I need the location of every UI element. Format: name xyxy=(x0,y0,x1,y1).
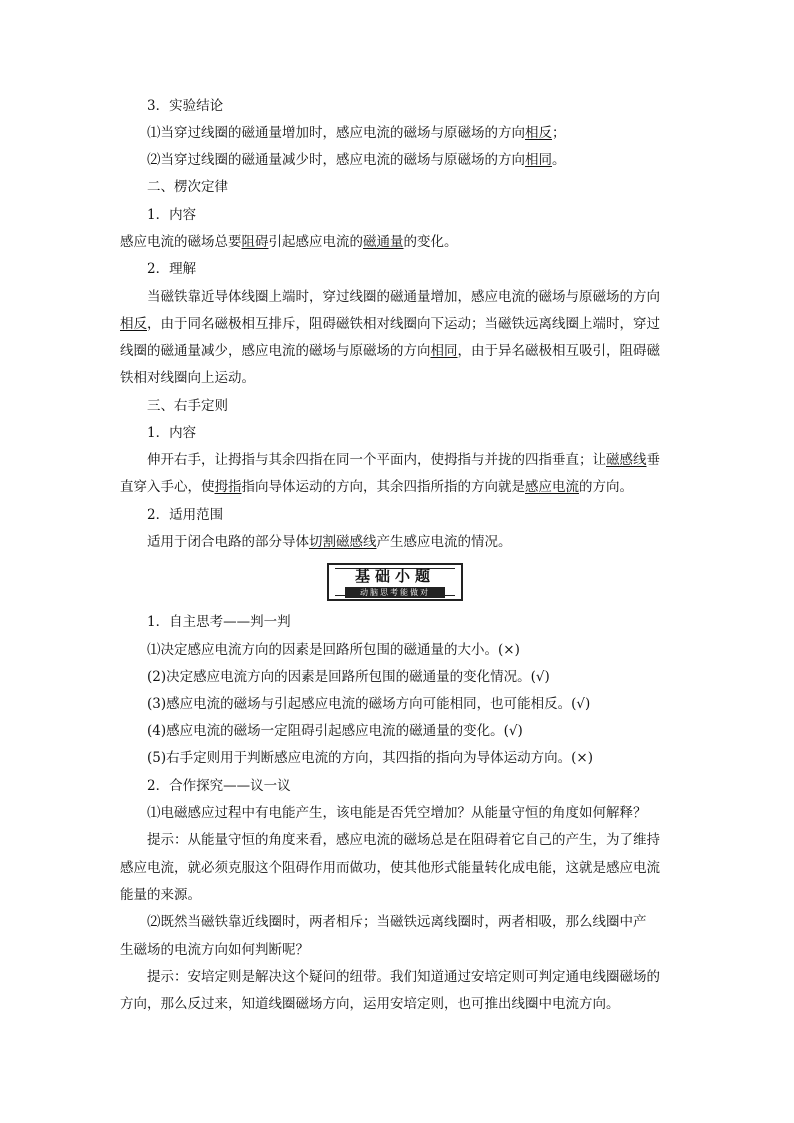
basic-questions-badge xyxy=(327,563,463,601)
hint-1-line-2: 感应电流，就必须克服这个阻碍作用而做功，使其他形式能量转化成电能，这就是感应电流 xyxy=(120,860,660,876)
hint-1-line-3: 能量的来源。 xyxy=(120,887,201,903)
conclusion-2: ⑵当穿过线圈的磁通量减少时，感应电流的磁场与原磁场的方向相同。 xyxy=(147,152,566,168)
answer-blank: 相同 xyxy=(525,152,552,168)
lenz-understand-heading: 2．理解 xyxy=(147,261,197,277)
right-hand-rule-heading: 三、右手定则 xyxy=(147,398,228,414)
cooperate-heading: 2．合作探究——议一议 xyxy=(147,778,291,794)
right-hand-content-heading: 1．内容 xyxy=(147,425,197,441)
lenz-understand-line-2: 相反，由于同名磁极相互排斥，阻碍磁铁相对线圈向下运动；当磁铁远离线圈上端时，穿过 xyxy=(120,316,660,332)
discussion-question-1: ⑴电磁感应过程中有电能产生，该电能是否凭空增加？从能量守恒的角度如何解释？ xyxy=(147,805,647,821)
answer-blank: 感应电流 xyxy=(525,479,579,495)
experiment-conclusion-heading: 3．实验结论 xyxy=(147,98,224,114)
answer-blank: 相反 xyxy=(120,316,147,332)
lenz-understand-line-4: 铁相对线圈向上运动。 xyxy=(120,370,255,386)
right-hand-content-line-1: 伸开右手，让拇指与其余四指在同一个平面内，使拇指与并拢的四指垂直；让磁感线垂 xyxy=(147,452,660,468)
hint-1-line-1: 提示：从能量守恒的角度来看，感应电流的磁场总是在阻碍着它自己的产生，为了维持 xyxy=(147,832,660,848)
badge-subtitle: 动脑思考能做对 xyxy=(345,587,445,598)
discussion-question-2-line-2: 生磁场的电流方向如何判断呢？ xyxy=(120,942,309,958)
conclusion-1: ⑴当穿过线圈的磁通量增加时，感应电流的磁场与原磁场的方向相反； xyxy=(147,125,566,141)
badge-title: 基础小题 xyxy=(354,567,435,585)
answer-blank: 切割磁感线 xyxy=(309,534,377,550)
discussion-question-2-line-1: ⑵既然当磁铁靠近线圈时，两者相斥；当磁铁远离线圈时，两者相吸，那么线圈中产 xyxy=(147,914,647,930)
hint-2-line-2: 方向，那么反过来，知道线圈磁场方向，运用安培定则，也可推出线圈中电流方向。 xyxy=(120,996,620,1012)
lenz-content-text: 感应电流的磁场总要阻碍引起感应电流的磁通量的变化。 xyxy=(120,234,458,250)
scope-text: 适用于闭合电路的部分导体切割磁感线产生感应电流的情况。 xyxy=(147,534,512,550)
judge-item: ⑴决定感应电流方向的因素是回路所包围的磁通量的大小。(×) xyxy=(147,642,520,658)
lenz-understand-line-1: 当磁铁靠近导体线圈上端时，穿过线圈的磁通量增加，感应电流的磁场与原磁场的方向 xyxy=(147,289,660,305)
judge-item: (5)右手定则用于判断感应电流的方向，其四指的指向为导体运动方向。(×) xyxy=(147,750,593,766)
answer-blank: 相同 xyxy=(430,343,458,359)
answer-blank: 磁感线 xyxy=(606,452,647,468)
lenz-law-heading: 二、楞次定律 xyxy=(147,179,228,195)
hint-2-line-1: 提示：安培定则是解决这个疑问的纽带。我们知道通过安培定则可判定通电线圈磁场的 xyxy=(147,969,660,985)
judge-item: (4)感应电流的磁场一定阻碍引起感应电流的磁通量的变化。(√) xyxy=(147,723,523,739)
lenz-content-heading: 1．内容 xyxy=(147,207,197,223)
self-think-heading: 1．自主思考——判一判 xyxy=(147,614,291,630)
lenz-understand-line-3: 线圈的磁通量减少，感应电流的磁场与原磁场的方向相同，由于异名磁极相互吸引，阻碍磁 xyxy=(120,343,660,359)
answer-blank: 磁通量 xyxy=(363,234,404,250)
answer-blank: 拇指 xyxy=(214,479,242,495)
judge-item: (2)决定感应电流方向的因素是回路所包围的磁通量的变化情况。(√) xyxy=(147,669,550,685)
answer-blank: 相反 xyxy=(525,125,552,141)
right-hand-content-line-2: 直穿入手心，使拇指指向导体运动的方向，其余四指所指的方向就是感应电流的方向。 xyxy=(120,479,633,495)
judge-item: (3)感应电流的磁场与引起感应电流的磁场方向可能相同，也可能相反。(√) xyxy=(147,696,591,712)
answer-blank: 阻碍 xyxy=(241,234,269,250)
scope-heading: 2．适用范围 xyxy=(147,507,224,523)
